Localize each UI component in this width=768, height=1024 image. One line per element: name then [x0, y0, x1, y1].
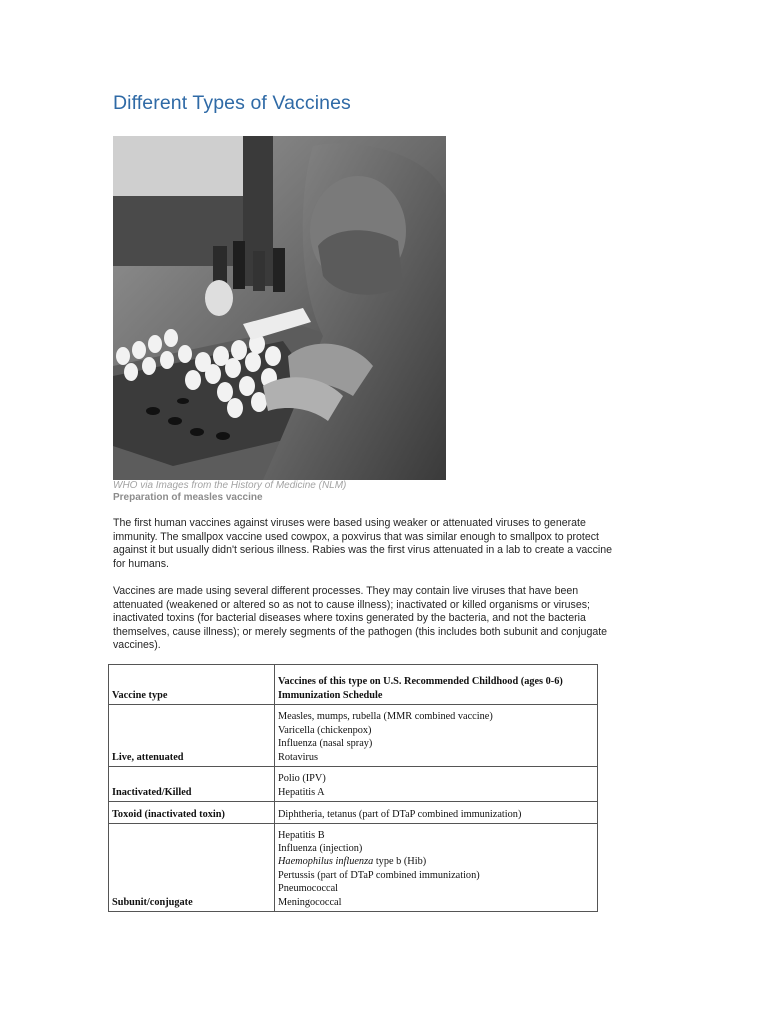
vaccine-item: Pneumococcal [278, 883, 339, 895]
vaccine-item: Rotavirus [278, 751, 319, 763]
vaccine-item: Polio (IPV) [278, 773, 326, 785]
table-row [109, 824, 598, 912]
table-row [109, 767, 598, 802]
header-schedule-line: Vaccines of this type on U.S. Recommended Childhood (ages 0-6) [278, 676, 563, 688]
paragraph-line: themselves, cause illness); or merely segments of the pathogen (this includes both subunit and conjugate [113, 625, 608, 638]
photo-credit: WHO via Images from the History of Medicine (NLM) [113, 480, 347, 491]
vaccine-item: Influenza (injection) [278, 842, 363, 854]
header-schedule [275, 665, 598, 705]
vaccines-cell [275, 802, 598, 824]
paragraph-line: against it but usually didn't serious illness. Rabies was the first virus attenuated in a lab to create a vaccine [113, 544, 613, 557]
photo-caption: Preparation of measles vaccine [113, 492, 263, 503]
vaccine-item: Influenza (nasal spray) [278, 738, 373, 750]
vaccine-item: Measles, mumps, rubella (MMR combined vaccine) [278, 711, 493, 723]
vaccines-cell [275, 824, 598, 912]
italic-species-name: Haemophilus influenza [278, 856, 374, 868]
vaccines-cell [275, 767, 598, 802]
paragraph-line: The first human vaccines against viruses were based using weaker or attenuated viruses to generate [113, 517, 586, 529]
vaccine-type-cell: Subunit/conjugate [109, 824, 275, 912]
vaccine-item: Varicella (chickenpox) [278, 724, 372, 736]
paragraph-first-vaccines [113, 517, 653, 571]
measles-vaccine-photo [113, 136, 446, 480]
paragraph-line: Vaccines are made using several different processes. They may contain live viruses that have been [113, 585, 579, 597]
vaccine-types-table [108, 664, 598, 912]
vaccine-type-cell: Toxoid (inactivated toxin) [109, 802, 275, 824]
vaccine-item: Diphtheria, tetanus (part of DTaP combined immunization) [278, 808, 522, 820]
vaccine-item: Hepatitis B [278, 829, 325, 841]
paragraph-line: inactivated toxins (for bacterial diseases where toxins generated by the bacteria, and not the bacteria [113, 612, 586, 625]
vaccine-item: Pertussis (part of DTaP combined immunization) [278, 869, 480, 881]
vaccine-type-cell: Inactivated/Killed [109, 767, 275, 802]
vaccine-item: Hepatitis A [278, 786, 325, 798]
paragraph-line: attenuated (weakened or altered so as not to cause illness); inactivated or killed organisms or viruses; [113, 598, 590, 611]
table-row [109, 705, 598, 767]
page-title: Different Types of Vaccines [113, 92, 351, 114]
vaccine-item: Meningococcal [278, 896, 342, 908]
paragraph-vaccine-processes [113, 585, 653, 653]
paragraph-line: vaccines). [113, 639, 161, 652]
vaccine-item [278, 855, 595, 868]
paragraph-line: immunity. The smallpox vaccine used cowpox, a poxvirus that was similar enough to smallpox to protect [113, 530, 599, 543]
table-header-row [109, 665, 598, 705]
paragraph-line: for humans. [113, 557, 169, 570]
vaccines-cell [275, 705, 598, 767]
header-schedule-line: Immunization Schedule [278, 689, 383, 701]
table-row [109, 802, 598, 824]
vaccine-type-cell: Live, attenuated [109, 705, 275, 767]
header-vaccine-type: Vaccine type [109, 665, 275, 705]
vaccine-item-suffix: type b (Hib) [373, 856, 427, 868]
